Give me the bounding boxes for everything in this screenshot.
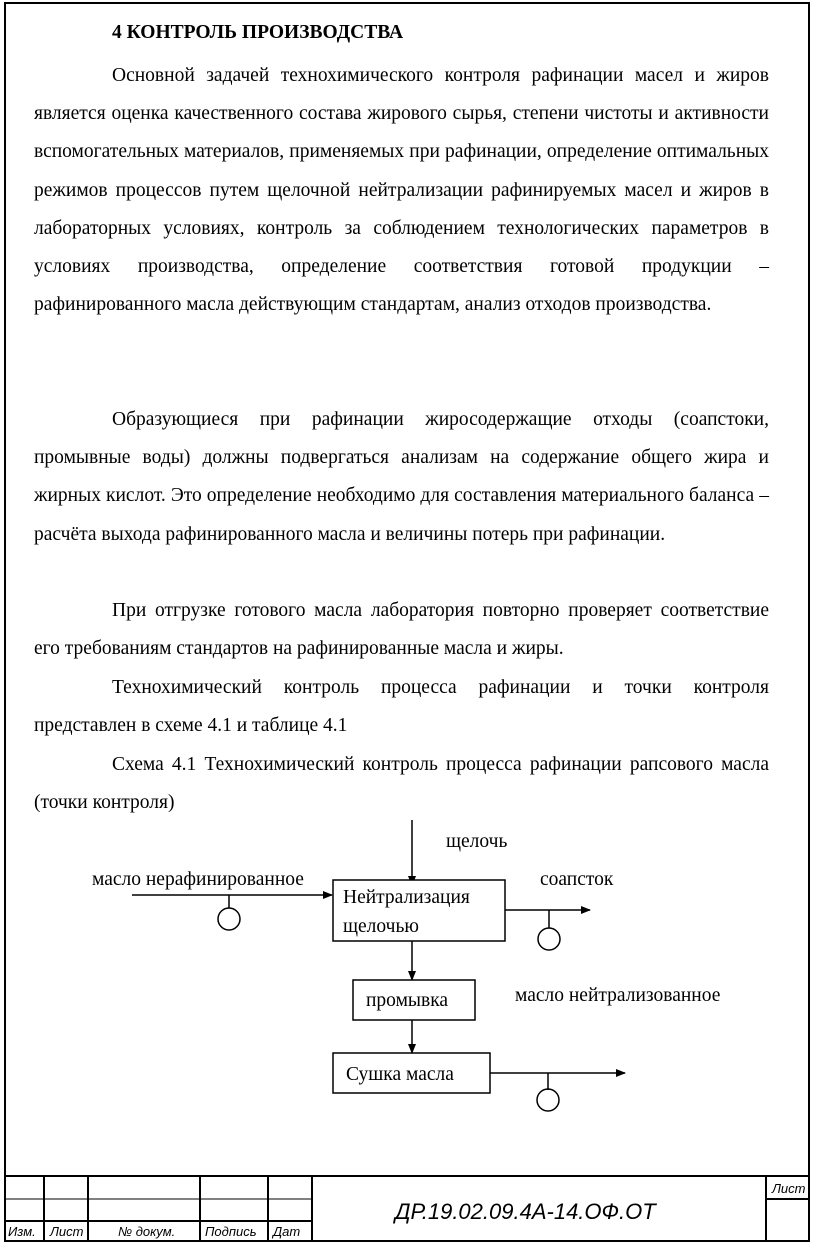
- paragraph-1-block: [34, 57, 769, 324]
- neutralized-oil-label: масло нейтрализованное: [515, 985, 721, 1006]
- paragraph-4-block: [34, 669, 769, 745]
- raw-oil-label: масло нерафинированное: [92, 869, 304, 890]
- control-point-2-icon: [538, 928, 560, 950]
- paragraph-2-block: [34, 401, 769, 554]
- paragraph-4: Технохимический контроль процесса рафинации и точки контроля представлен в схеме 4.1 и таблице 4.1: [34, 677, 769, 737]
- scheme-caption: Схема 4.1 Технохимический контроль процесса рафинации рапсового масла (точки контроля): [34, 754, 769, 814]
- stamp-doc-label: № докум.: [118, 1224, 176, 1239]
- soapstock-label: соапсток: [540, 869, 614, 890]
- section-heading: 4 КОНТРОЛЬ ПРОИЗВОДСТВА: [112, 22, 404, 43]
- scheme-caption-block: [34, 746, 769, 822]
- title-block-stamp: [0, 1175, 816, 1247]
- washing-label: промывка: [366, 990, 449, 1011]
- paragraph-2: Образующиеся при рафинации жиросодержащие отходы (соапстоки, промывные воды) должны подвергаться анализам на содержание общего жира и жирных кислот. Это определение необходимо для составления материального баланса – расчёта выхода рафинированного масла и величины потерь при рафинации.: [34, 409, 769, 545]
- alkali-label: щелочь: [446, 831, 508, 852]
- stamp-change-label: Изм.: [8, 1224, 36, 1239]
- control-point-1-icon: [218, 908, 240, 930]
- paragraph-3: При отгрузке готового масла лаборатория повторно проверяет соответствие его требованиям стандартов на рафинированные масла и жиры.: [34, 600, 769, 660]
- paragraph-3-block: [34, 592, 769, 668]
- document-code: ДР.19.02.09.4А-14.ОФ.ОТ: [395, 1199, 656, 1224]
- neutralization-line1: Нейтрализация: [343, 887, 470, 908]
- process-scheme-diagram: [0, 815, 816, 1115]
- stamp-sheet-label: Лист: [50, 1224, 84, 1239]
- stamp-date-label: Дат: [273, 1224, 301, 1239]
- neutralization-line2: щелочью: [343, 916, 419, 937]
- drying-label: Сушка масла: [346, 1064, 454, 1085]
- stamp-sign-label: Подпись: [205, 1224, 257, 1239]
- control-point-3-icon: [537, 1089, 559, 1111]
- stamp-sheet-corner-label: Лист: [772, 1181, 806, 1196]
- paragraph-1: Основной задачей технохимического контроля рафинации масел и жиров является оценка качественного состава жирового сырья, степени чистоты и активности вспомогательных материалов, применяемых при рафинации, определение оптимальных режимов процессов путем щелочной нейтрализации рафинируемых масел и жиров в лабораторных условиях, контроль за соблюдением технологических параметров в условиях производства, определение соответствия готовой продукции – рафинированного масла действующим стандартам, анализ отходов производства.: [34, 65, 769, 316]
